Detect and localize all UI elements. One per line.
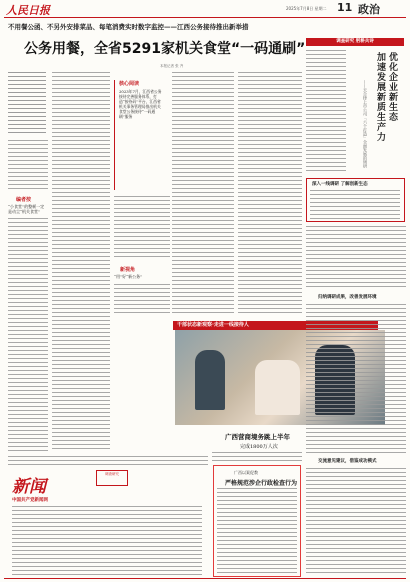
body-text-block — [310, 190, 400, 220]
body-text-block — [8, 456, 208, 468]
body-text-block — [8, 218, 48, 453]
bottom-logo-title: 新闻 — [12, 477, 46, 497]
highlighted-article-kicker: 广西以案促教 — [234, 470, 258, 475]
mid-commentary-quote: “用”好“新公务” — [114, 274, 143, 279]
body-text-block — [238, 72, 302, 316]
right-column-header: 调查研究 躬耕兵诗 — [306, 38, 404, 46]
page-number: 11 — [337, 1, 353, 14]
core-reading-title: 核心阅读 — [119, 81, 140, 87]
bottom-logo-sub: 中国共产党新闻网 — [12, 498, 48, 503]
masthead-divider — [4, 17, 406, 18]
body-text-block — [212, 452, 302, 462]
mid-commentary-title: 新视角 — [120, 267, 136, 273]
body-text-block — [12, 506, 202, 576]
bottom-divider — [4, 578, 406, 579]
lead-headline: 公务用餐，全省5291家机关食堂“一码通刷” — [24, 41, 306, 57]
lead-kicker: 不用餐公函、不另外安排菜品、每笔消费实时数字监控——江西公务接待推出新举措 — [8, 23, 249, 31]
lead-byline: 本报记者 张 齐 — [160, 64, 184, 68]
highlighted-article-title: 严格规范涉企行政检查行为 — [225, 480, 298, 487]
right-box-title: 深入一线调研 了解创新生态 — [312, 182, 368, 187]
body-text-block — [114, 284, 170, 314]
issue-date: 2025年7月8日 星期二 — [286, 6, 327, 11]
left-box-title: 编者按 — [16, 197, 32, 203]
body-text-block — [8, 140, 48, 190]
right-subhead-2: 交流意见建议，借鉴成功模式 — [318, 459, 377, 464]
article-subline: 完成1800万人次 — [240, 444, 278, 450]
body-text-block — [52, 72, 110, 452]
article-headline: 广西营商境务跳上半年 — [225, 433, 290, 441]
right-vertical-title-2: 加速发展新质生产力 — [375, 52, 385, 142]
body-text-block — [306, 50, 346, 174]
section-label: 政治 — [358, 3, 380, 16]
left-box-quote: “小食堂”的整顿一定是动尘“机关食堂” — [8, 204, 45, 214]
bottom-stamp: 调查研究 — [96, 470, 128, 486]
right-vertical-subtitle: ——天合律上市公司「六个打造」全面发展的调研 — [363, 80, 368, 168]
body-text-block — [306, 468, 406, 576]
core-reading-text: 2023年7月，江西省公务接待完善服务体系，打造“接待码”平台，江西省机关事务管理局推出机关食堂公务接待“一码通刷”服务 — [119, 89, 162, 119]
core-reading-box — [114, 80, 167, 190]
section-banner: 干部状态新观察·走进一线接待人 — [173, 321, 378, 330]
body-text-block — [217, 488, 297, 573]
body-text-block — [306, 304, 406, 454]
masthead-logo: 人民日报 — [6, 4, 50, 17]
right-vertical-title-1: 优化企业新生态 — [387, 52, 397, 122]
body-text-block — [172, 72, 234, 316]
body-text-block — [114, 196, 170, 258]
right-subhead-1: 归纳调研成果，改善发展环境 — [318, 295, 377, 300]
body-text-block — [306, 226, 406, 290]
